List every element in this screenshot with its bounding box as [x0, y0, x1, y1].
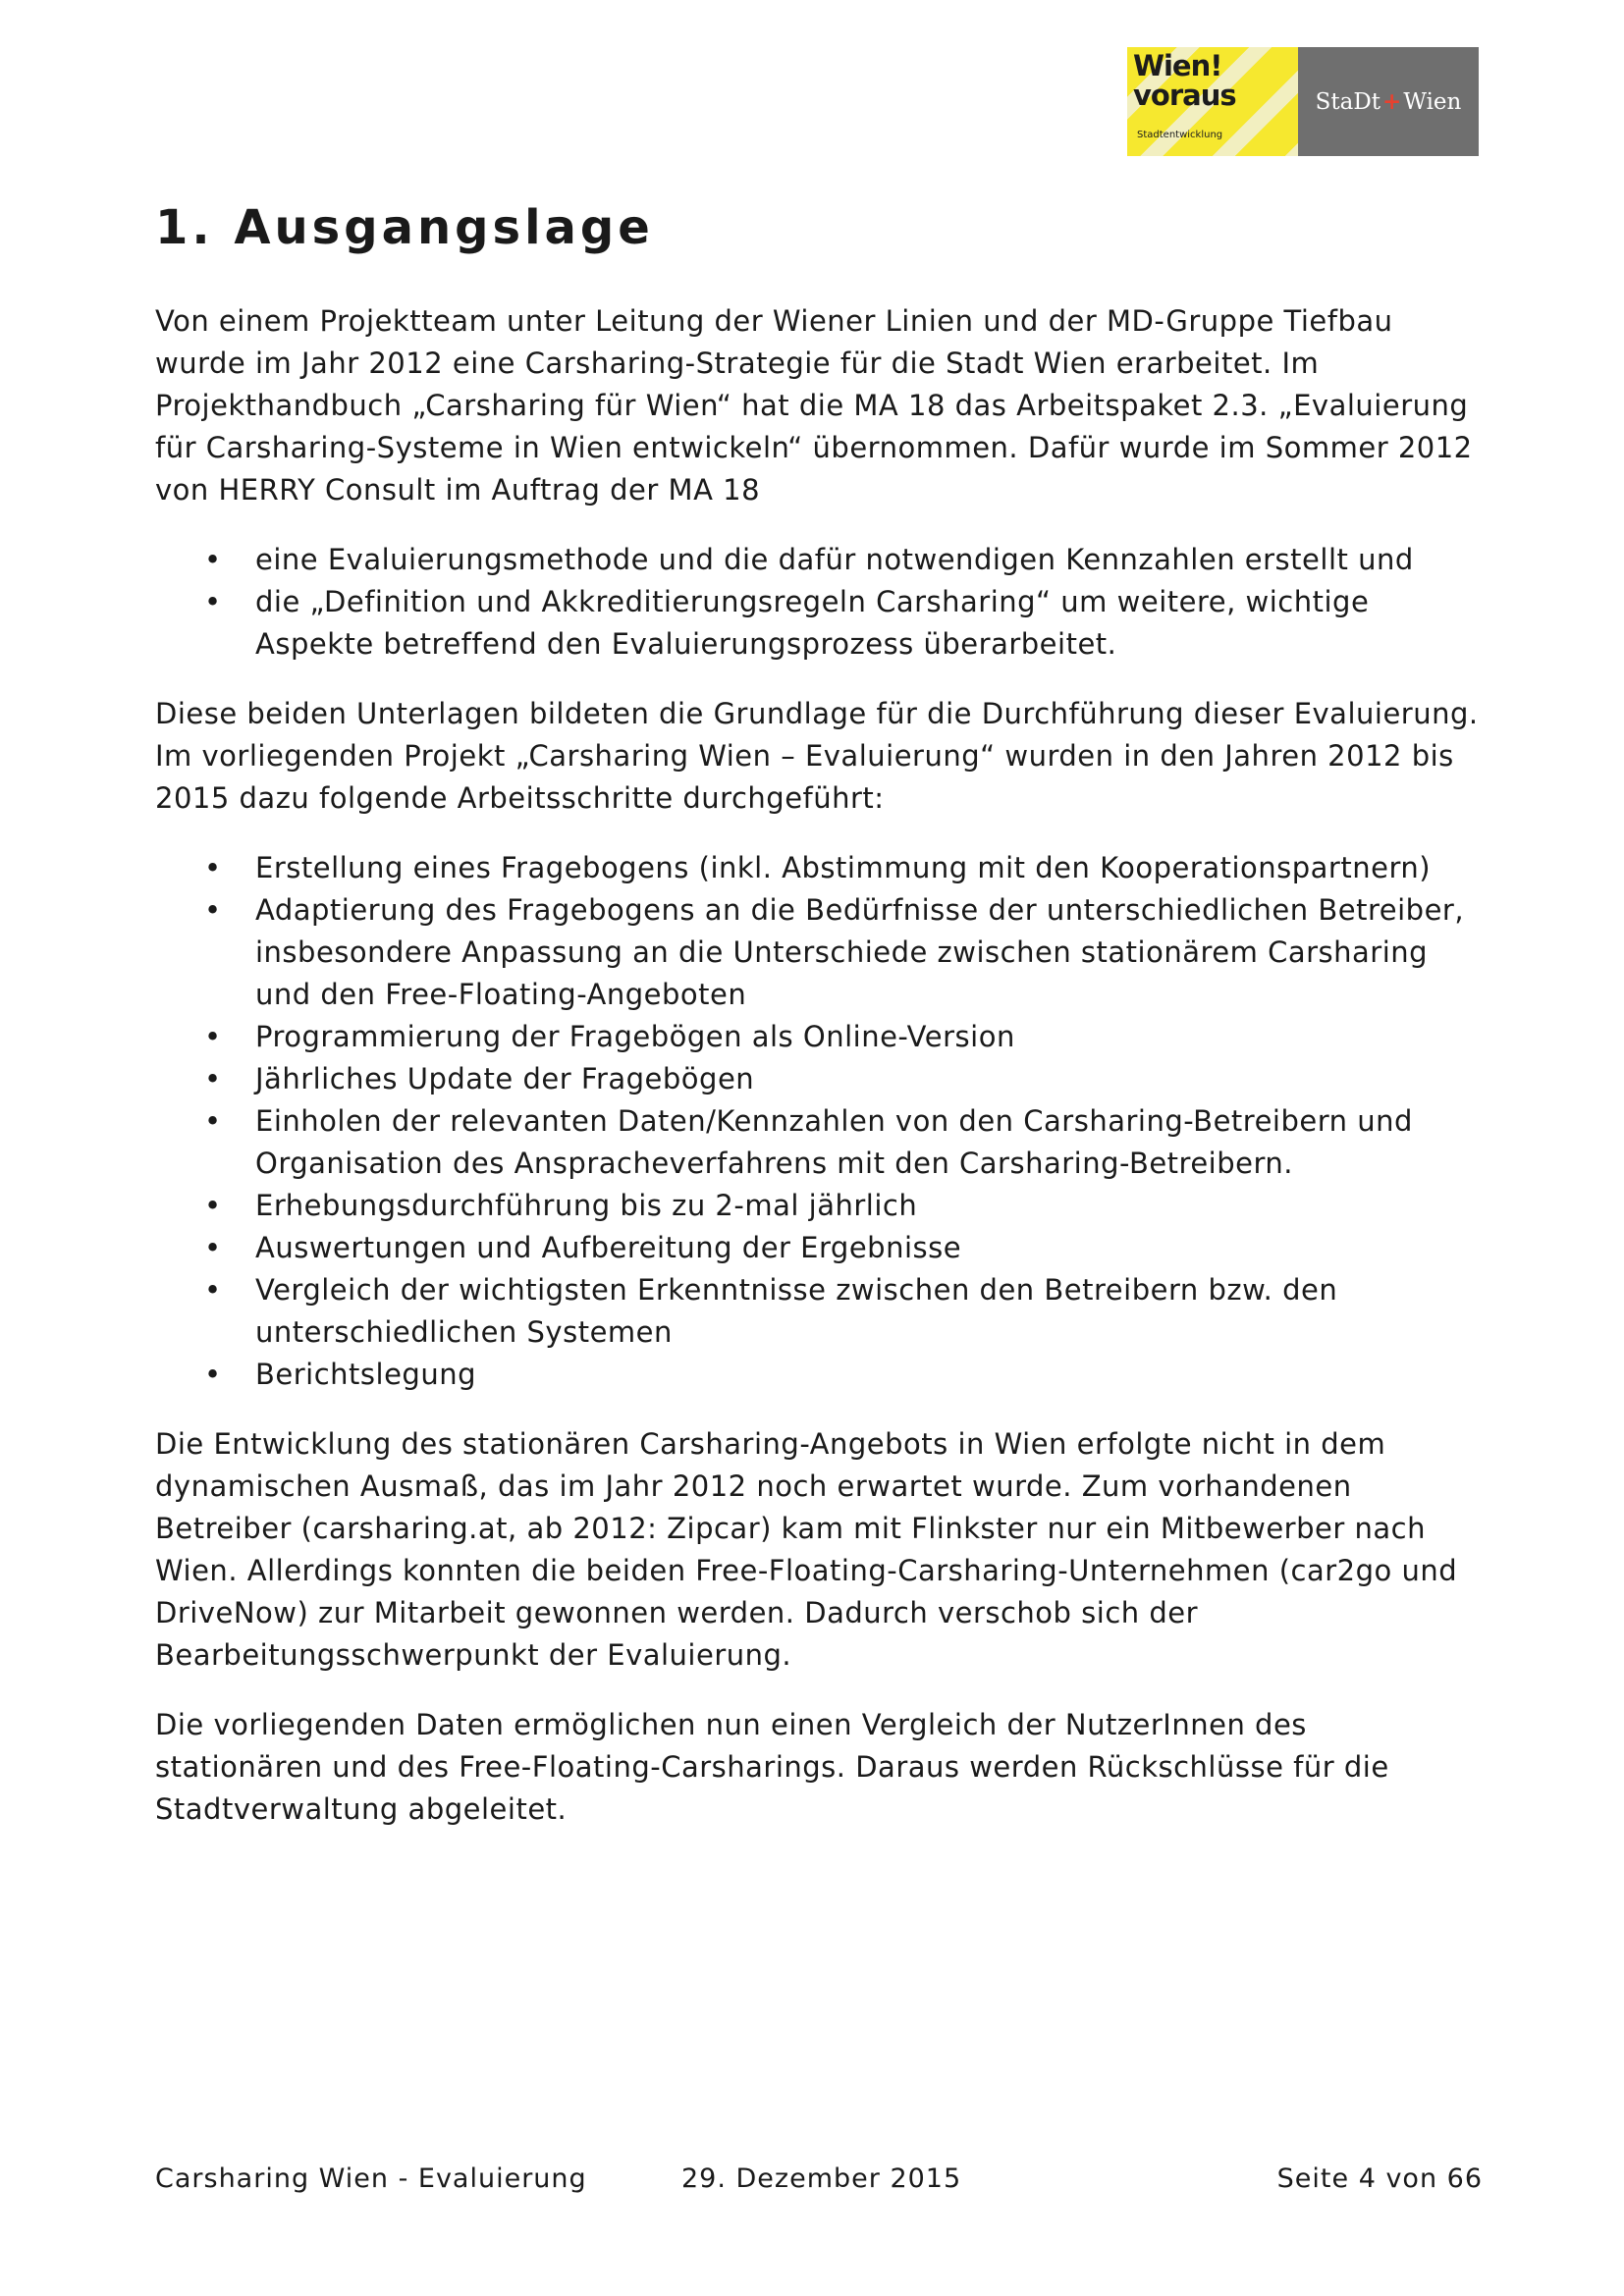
- bullet-icon: •: [204, 1062, 222, 1095]
- bullet-icon: •: [204, 1189, 222, 1222]
- list-item-text: Jährliches Update der Fragebögen: [255, 1062, 755, 1095]
- list-item-text: die „Definition und Akkreditierungsregeln Carsharing“ um weitere, wichtige Aspekte betreffend den Evaluierungsprozess überarbeitet.: [255, 585, 1370, 661]
- footer-page-number: Seite 4 von 66: [1276, 2163, 1483, 2194]
- stadt-wien-wordmark: [1316, 88, 1462, 115]
- list-item-text: Adaptierung des Fragebogens an die Bedürfnisse der unterschiedlichen Betreiber, insbesondere Anpassung an die Unterschiede zwischen stationärem Carsharing und den Free-Floating-Angeboten: [255, 893, 1465, 1011]
- list-item-text: Programmierung der Fragebögen als Online-Version: [255, 1020, 1015, 1053]
- logo-voraus-text: voraus: [1133, 79, 1236, 112]
- footer-date: 29. Dezember 2015: [681, 2163, 962, 2194]
- wien-voraus-logo: [1127, 47, 1298, 156]
- bullet-icon: •: [204, 1104, 222, 1138]
- paragraph-development: Die Entwicklung des stationären Carsharing-Angebots in Wien erfolgte nicht in dem dynamischen Ausmaß, das im Jahr 2012 noch erwartet wurde. Zum vorhandenen Betreiber (carsharing.at, ab 2012: Zipcar) kam mit Flinkster nur ein Mitbewerber nach Wien. Allerdings konnten die beiden Free-Floating-Carsharing-Unternehmen (car2go und DriveNow) zur Mitarbeit gewonnen werden. Dadurch verschob sich der Bearbeitungsschwerpunkt der Evaluierung.: [155, 1427, 1458, 1672]
- list-item: [155, 1058, 1483, 1100]
- wien-text: Wien: [1403, 89, 1462, 115]
- header-logo: [1127, 47, 1479, 156]
- bullet-icon: •: [204, 1358, 222, 1391]
- bullet-icon: •: [204, 1231, 222, 1264]
- footer-document-title: Carsharing Wien - Evaluierung: [155, 2163, 587, 2194]
- list-item-text: Erstellung eines Fragebogens (inkl. Abstimmung mit den Kooperationspartnern): [255, 851, 1432, 884]
- list-item-text: Auswertungen und Aufbereitung der Ergebnisse: [255, 1231, 962, 1264]
- page-footer: [155, 2162, 1483, 2197]
- list-item-text: eine Evaluierungsmethode und die dafür notwendigen Kennzahlen erstellt und: [255, 543, 1414, 576]
- paragraph-basis: Diese beiden Unterlagen bildeten die Grundlage für die Durchführung dieser Evaluierung. Im vorliegenden Projekt „Carsharing Wien – Evaluierung“ wurden in den Jahren 2012 bis 2015 dazu folgende Arbeitsschritte durchgeführt:: [155, 697, 1479, 815]
- list-item: [155, 847, 1483, 889]
- paragraph-conclusion: Die vorliegenden Daten ermöglichen nun einen Vergleich der NutzerInnen des stationären und des Free-Floating-Carsharings. Daraus werden Rückschlüsse für die Stadtverwaltung abgeleitet.: [155, 1708, 1389, 1826]
- bullet-icon: •: [204, 851, 222, 884]
- main-content: [155, 192, 1483, 1831]
- bullet-icon: •: [204, 1273, 222, 1307]
- list-item: [155, 1016, 1483, 1058]
- stadt-text: StaDt: [1315, 89, 1381, 115]
- list-item-text: Einholen der relevanten Daten/Kennzahlen von den Carsharing-Betreibern und Organisation des Anspracheverfahrens mit den Carsharing-Betreibern.: [255, 1104, 1413, 1180]
- bullet-list-work-steps: [155, 847, 1483, 1396]
- list-item-text: Vergleich der wichtigsten Erkenntnisse zwischen den Betreibern bzw. den unterschiedlichen Systemen: [255, 1273, 1338, 1349]
- cross-icon: +: [1382, 88, 1402, 115]
- list-item: [155, 539, 1483, 581]
- paragraph-intro: Von einem Projektteam unter Leitung der Wiener Linien und der MD-Gruppe Tiefbau wurde im Jahr 2012 eine Carsharing-Strategie für die Stadt Wien erarbeitet. Im Projekthandbuch „Carsharing für Wien“ hat die MA 18 das Arbeitspaket 2.3. „Evaluierung für Carsharing-Systeme in Wien entwickeln“ übernommen. Dafür wurde im Sommer 2012 von HERRY Consult im Auftrag der MA 18: [155, 304, 1473, 507]
- stadt-wien-logo: [1298, 47, 1479, 156]
- section-heading: 1. Ausgangslage: [155, 200, 654, 255]
- bullet-icon: •: [204, 1020, 222, 1053]
- logo-wien-text: Wien!: [1133, 49, 1222, 82]
- list-item: [155, 581, 1483, 666]
- list-item: [155, 1100, 1483, 1185]
- list-item-text: Erhebungsdurchführung bis zu 2-mal jährlich: [255, 1189, 918, 1222]
- bullet-icon: •: [204, 585, 222, 618]
- bullet-list-methods: [155, 539, 1483, 666]
- bullet-icon: •: [204, 543, 222, 576]
- list-item: [155, 1269, 1483, 1354]
- list-item: [155, 1354, 1483, 1396]
- list-item: [155, 1185, 1483, 1227]
- logo-subtitle: Stadtentwicklung: [1137, 130, 1223, 140]
- list-item: [155, 1227, 1483, 1269]
- list-item-text: Berichtslegung: [255, 1358, 476, 1391]
- bullet-icon: •: [204, 893, 222, 927]
- list-item: [155, 889, 1483, 1016]
